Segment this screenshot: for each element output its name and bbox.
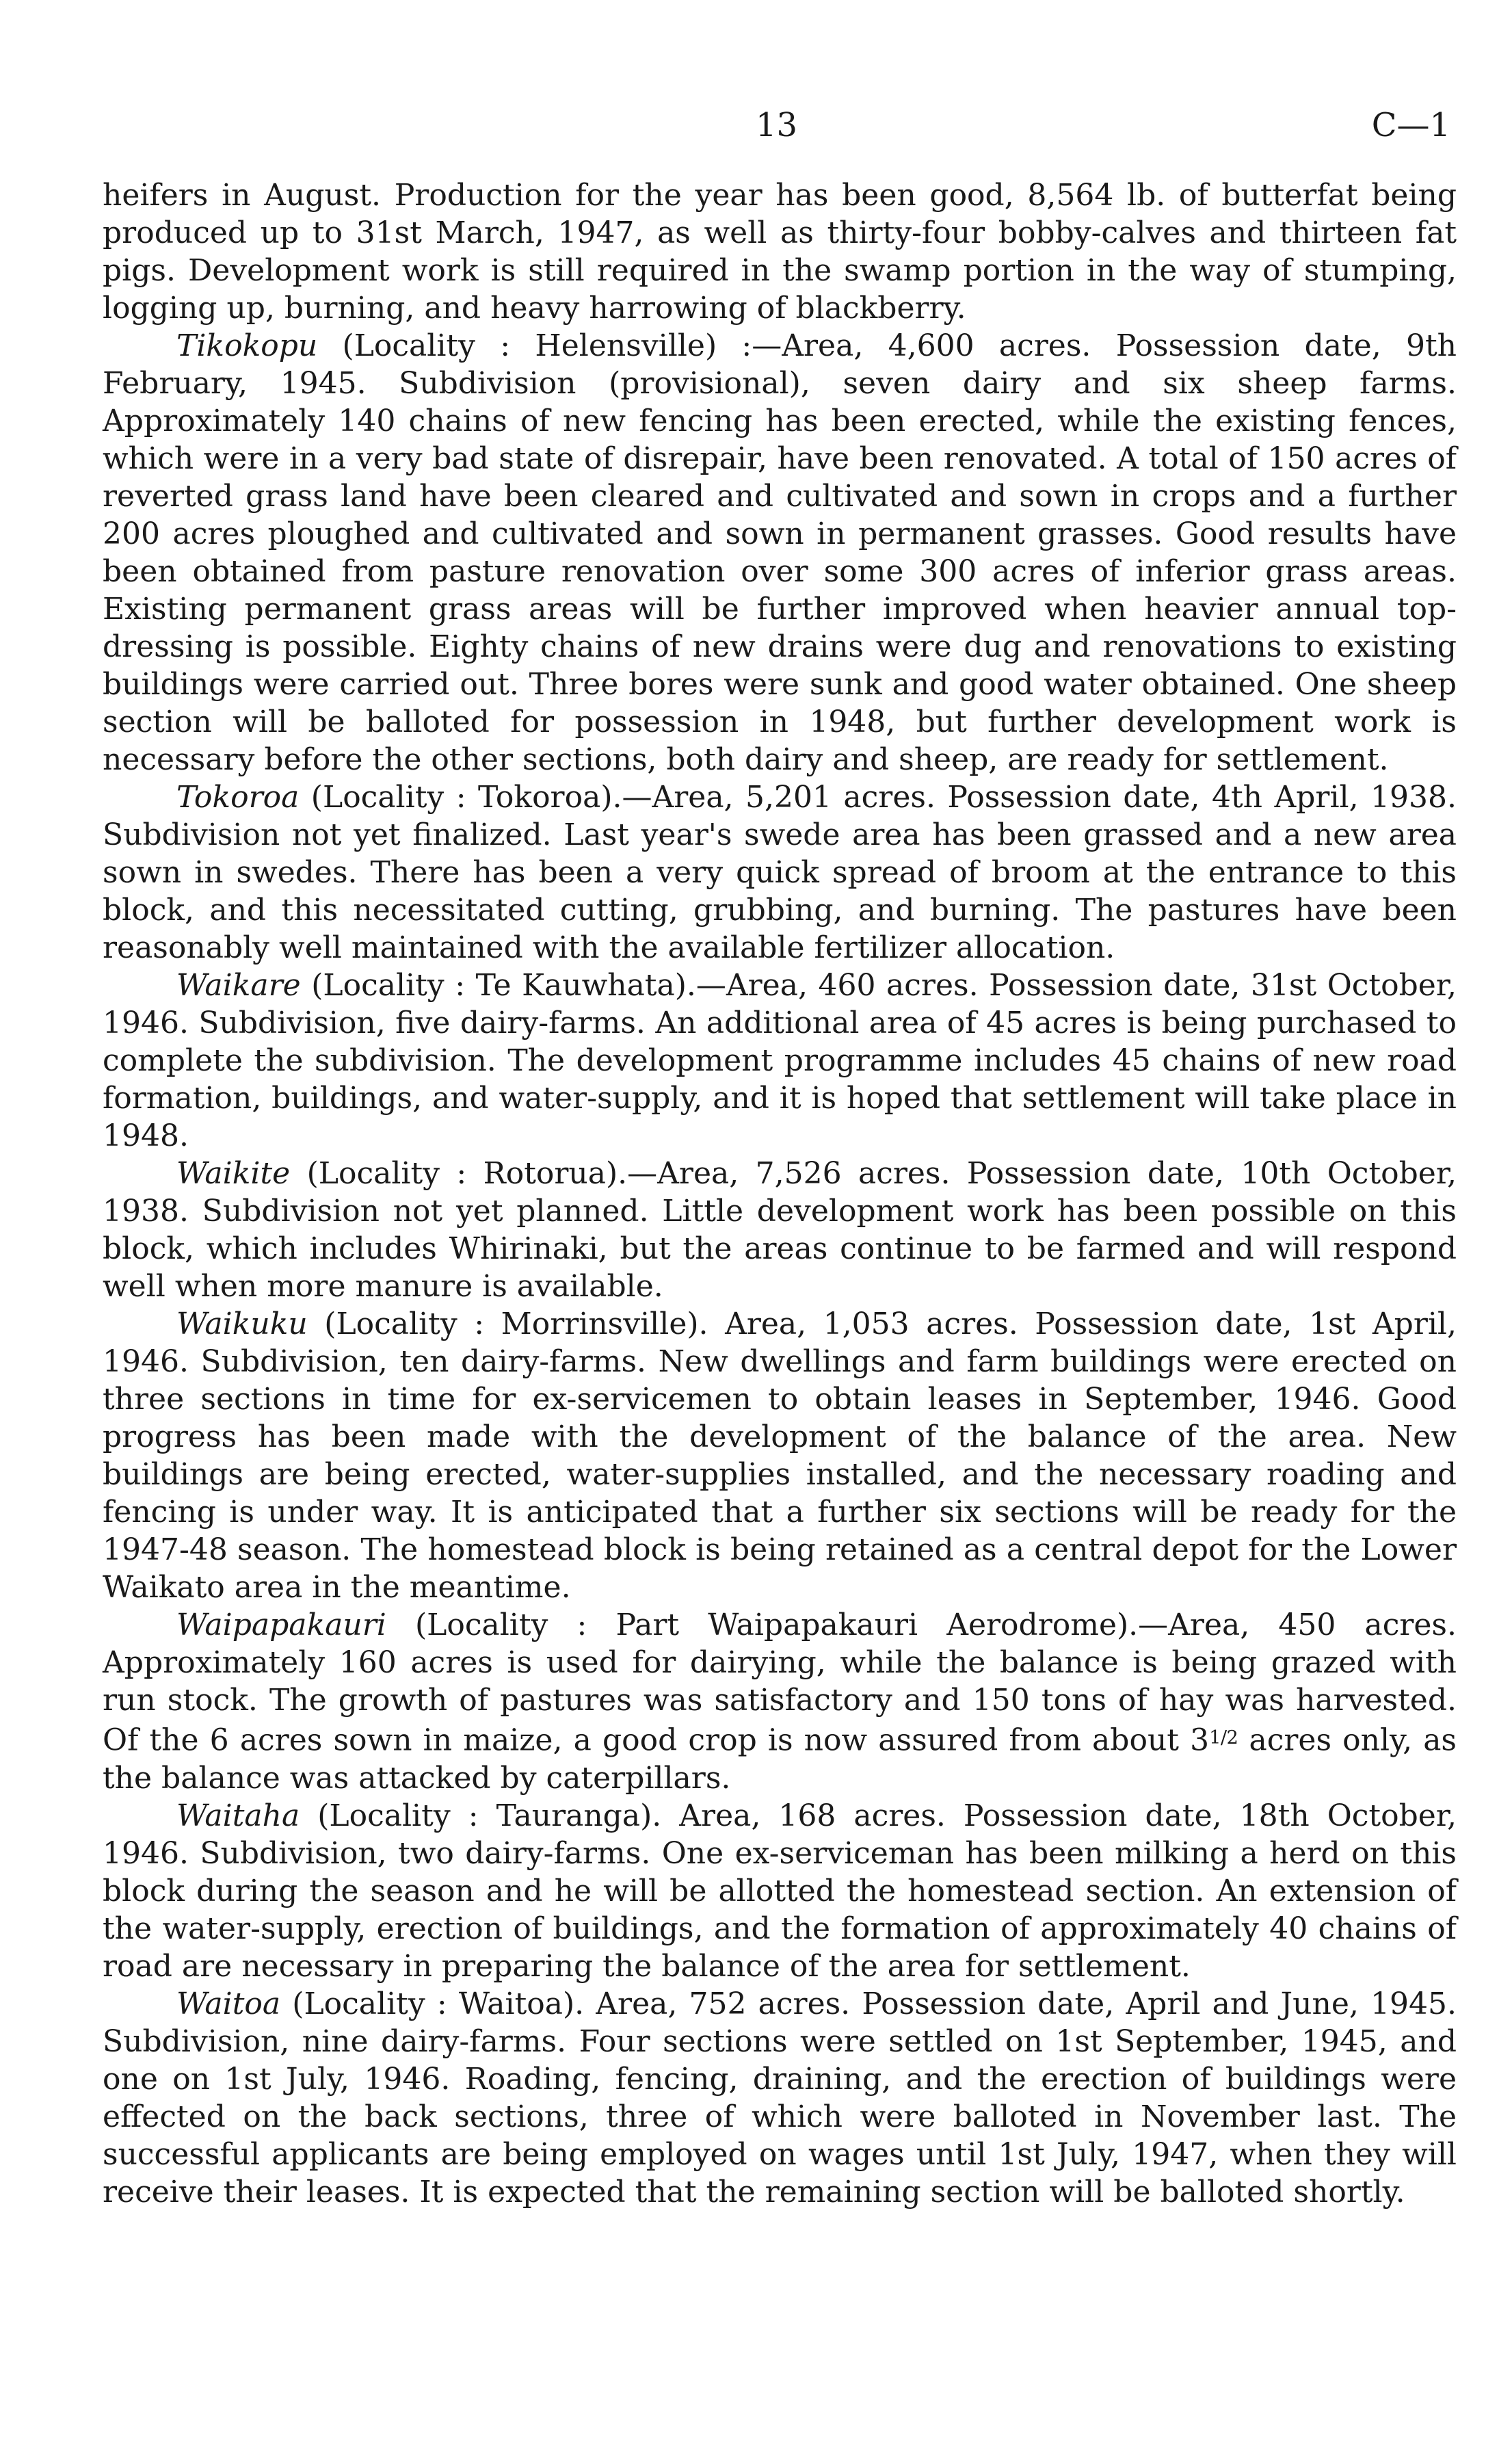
entry-text: (Locality : Waitoa). Area, 752 acres. Possession date, April and June, 1945. Subdivision, nine dairy-farms. Four sections were settled on 1st September, 1945, and one on 1st July, 1946. Roading, fencing, draining, and the erection of buildings were effected on the back sections, three of which were balloted in November last. The successful applicants are being employed on wages until 1st July, 1947, when they will receive their leases. It is expected that the remaining section will be balloted shortly.	[103, 1986, 1457, 2210]
body-text	[103, 176, 1457, 2211]
entry-paragraph-waitoa	[103, 1985, 1457, 2211]
entry-text: (Locality : Helensville) :—Area, 4,600 acres. Possession date, 9th February, 1945. Subdivision (provisional), seven dairy and six sheep farms. Approximately 140 chains of new fencing has been erected, while the existing fences, which were in a very bad state of disrepair, have been renovated. A total of 150 acres of reverted grass land have been cleared and cultivated and sown in crops and a further 200 acres ploughed and cultivated and sown in permanent grasses. Good results have been obtained from pasture renovation over some 300 acres of inferior grass areas. Existing permanent grass areas will be further improved when heavier annual top-dressing is possible. Eighty chains of new drains were dug and renovations to existing buildings were carried out. Three bores were sunk and good water obtained. One sheep section will be balloted for possession in 1948, but further development work is necessary before the other sections, both dairy and sheep, are ready for settlement.	[103, 328, 1457, 777]
entry-paragraph-waipapakauri	[103, 1606, 1457, 1797]
entry-name: Tikokopu	[176, 328, 318, 363]
entry-paragraph-tikokopu	[103, 327, 1457, 778]
entry-paragraph-tokoroa	[103, 778, 1457, 967]
entry-name: Waitoa	[176, 1986, 281, 2021]
page-number: 13	[755, 106, 798, 144]
entry-name: Tokoroa	[176, 780, 300, 815]
entry-name: Waitaha	[176, 1798, 300, 1833]
entry-text: (Locality : Tauranga). Area, 168 acres. Possession date, 18th October, 1946. Subdivision, two dairy-farms. One ex-serviceman has been milking a herd on this block during the season and he will be allotted the homestead section. An extension of the water-supply, erection of buildings, and the formation of approximately 40 chains of road are necessary in preparing the balance of the area for settlement.	[103, 1798, 1457, 1984]
entry-text: (Locality : Te Kauwhata).—Area, 460 acres. Possession date, 31st October, 1946. Subdivision, five dairy-farms. An additional area of 45 acres is being purchased to complete the subdivision. The development programme includes 45 chains of new road formation, buildings, and water-supply, and it is hoped that settlement will take place in 1948.	[103, 968, 1457, 1153]
entry-name: Waipapakauri	[176, 1608, 386, 1642]
entry-text: (Locality : Part Waipapakauri Aerodrome).—Area, 450 acres. Approximately 160 acres is used for dairying, while the balance is being grazed with run stock. The growth of pastures was satisfactory and 150 tons of hay was harvested. Of the 6 acres sown in maize, a good crop is now assured from about 3	[103, 1608, 1457, 1758]
entry-paragraph-waikite	[103, 1155, 1457, 1305]
entry-text: (Locality : Rotorua).—Area, 7,526 acres. Possession date, 10th October, 1938. Subdivision not yet planned. Little development work has been possible on this block, which includes Whirinaki, but the areas continue to be farmed and will respond well when more manure is available.	[103, 1156, 1457, 1304]
fraction: 1/2	[1209, 1727, 1238, 1748]
entry-paragraph-waikare	[103, 967, 1457, 1155]
entry-name: Waikuku	[176, 1307, 308, 1341]
document-code: C—1	[1371, 106, 1450, 144]
entry-paragraph-waikuku	[103, 1305, 1457, 1606]
entry-text: (Locality : Tokoroa).—Area, 5,201 acres. Possession date, 4th April, 1938. Subdivision not yet finalized. Last year's swede area has been grassed and a new area sown in swedes. There has been a very quick spread of broom at the entrance to this block, and this necessitated cutting, grubbing, and burning. The pastures have been reasonably well maintained with the available fertilizer allocation.	[103, 780, 1457, 965]
continuation-paragraph: heifers in August. Production for the year has been good, 8,564 lb. of butterfat being produced up to 31st March, 1947, as well as thirty-four bobby-calves and thirteen fat pigs. Development work is still required in the swamp portion in the way of stumping, logging up, burning, and heavy harrowing of blackberry.	[103, 178, 1457, 326]
entry-name: Waikare	[176, 968, 301, 1003]
page-header	[103, 101, 1450, 149]
entry-name: Waikite	[176, 1156, 291, 1191]
entry-paragraph-waitaha	[103, 1797, 1457, 1985]
entry-text-after: acres only, as the balance was attacked by caterpillars.	[103, 1722, 1457, 1796]
entry-text: (Locality : Morrinsville). Area, 1,053 acres. Possession date, 1st April, 1946. Subdivision, ten dairy-farms. New dwellings and farm buildings were erected on three sections in time for ex-servicemen to obtain leases in September, 1946. Good progress has been made with the development of the balance of the area. New buildings are being erected, water-supplies installed, and the necessary roading and fencing is under way. It is anticipated that a further six sections will be ready for the 1947-48 season. The homestead block is being retained as a central depot for the Lower Waikato area in the meantime.	[103, 1307, 1457, 1605]
